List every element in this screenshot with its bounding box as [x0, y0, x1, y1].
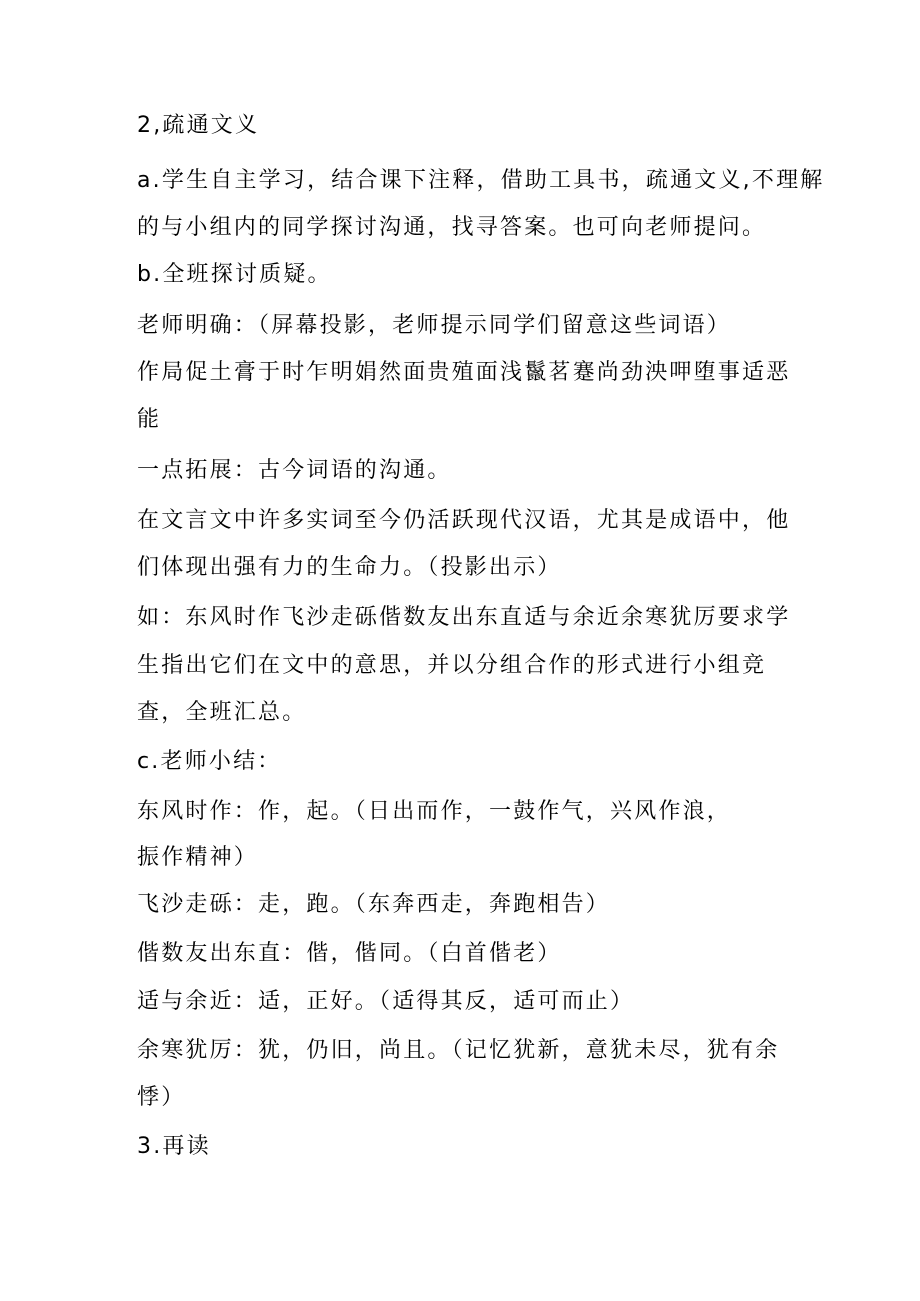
- example-line-1: 如：东风时作飞沙走砾偕数友出东直适与余近余寒犹厉要求学: [137, 605, 791, 630]
- extension-line-1: 在文言文中许多实词至今仍活跃现代汉语，尤其是成语中，他: [137, 508, 791, 533]
- word-list-line-1: 作局促土膏于时乍明娟然面贵殖面浅鬣茗蹇尚劲泱呷堕事适恶: [137, 360, 791, 385]
- example-line-3: 查，全班汇总。: [137, 700, 307, 725]
- summary-item-4: 适与余近：适，正好。（适得其反，适可而止）: [137, 989, 635, 1014]
- summary-item-3: 偕数友出东直：偕，偕同。（白首偕老）: [137, 941, 562, 966]
- word-list-line-2: 能: [137, 407, 162, 432]
- step-a-line-2: 的与小组内的同学探讨沟通，找寻答案。也可向老师提问。: [137, 215, 767, 240]
- section-heading-2: 2,疏通文义: [137, 113, 260, 138]
- section-heading-3: 3.再读: [137, 1134, 211, 1159]
- summary-item-5-line-1: 余寒犹厉：犹，仍旧，尚且。（记忆犹新，意犹未尽，犹有余: [137, 1038, 780, 1063]
- step-b: b.全班探讨质疑。: [137, 262, 332, 287]
- step-c: c.老师小结：: [137, 749, 282, 774]
- extension-heading: 一点拓展：古今词语的沟通。: [137, 458, 452, 483]
- summary-item-5-line-2: 悸）: [137, 1085, 186, 1110]
- summary-item-1-line-1: 东风时作：作，起。（日出而作，一鼓作气，兴风作浪，: [137, 799, 732, 824]
- step-a-line-1: a.学生自主学习，结合课下注释，借助工具书，疏通文义,不理解: [137, 168, 825, 193]
- teacher-clarify: 老师明确：（屏幕投影，老师提示同学们留意这些词语）: [137, 313, 732, 338]
- summary-item-2: 飞沙走砾：走，跑。（东奔西走，奔跑相告）: [137, 892, 611, 917]
- summary-item-1-line-2: 振作精神）: [137, 845, 259, 870]
- example-line-2: 生指出它们在文中的意思，并以分组合作的形式进行小组竞: [137, 653, 767, 678]
- extension-line-2: 们体现出强有力的生命力。（投影出示）: [137, 555, 562, 580]
